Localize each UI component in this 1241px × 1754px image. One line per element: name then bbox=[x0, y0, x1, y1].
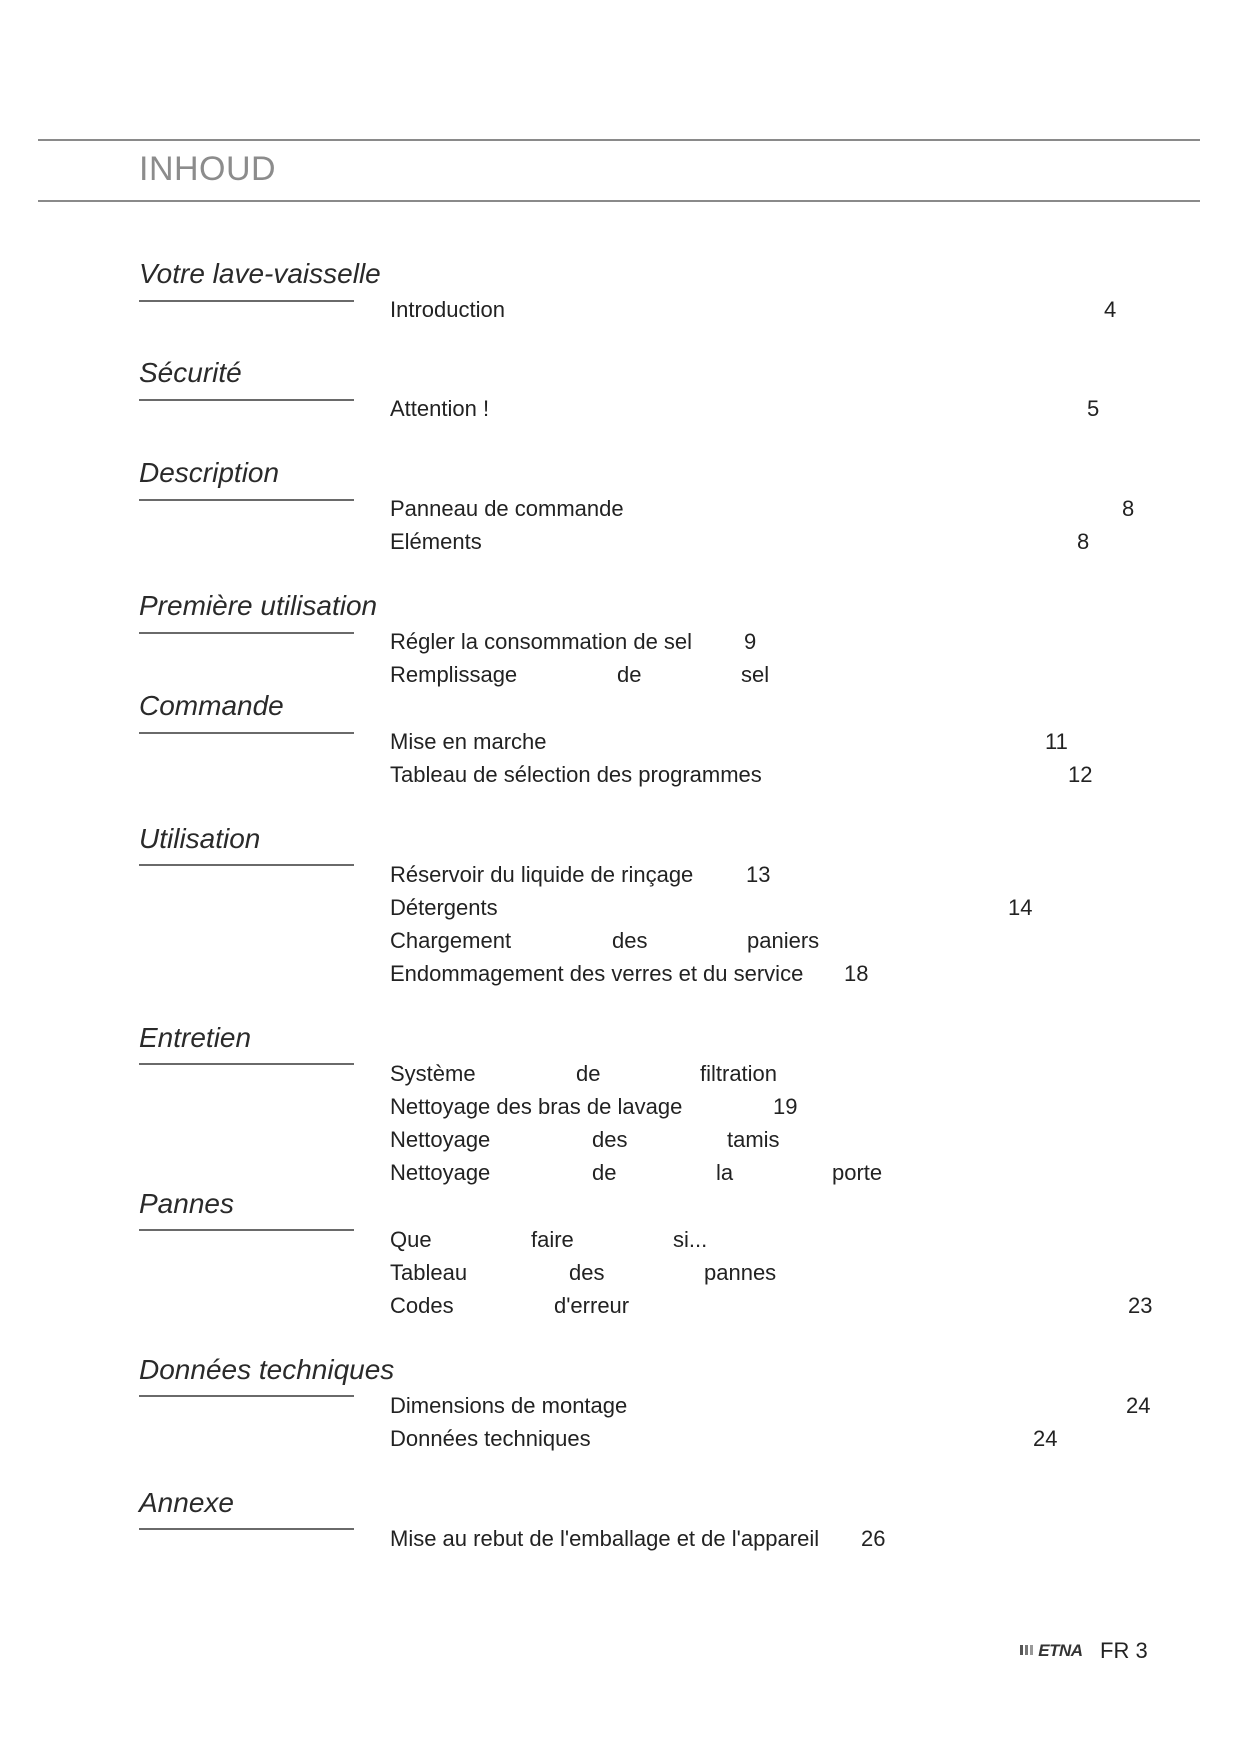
section-title: Première utilisation bbox=[139, 590, 378, 621]
toc-entry-text[interactable]: de bbox=[592, 1160, 617, 1185]
toc-entry-text[interactable]: Nettoyage bbox=[390, 1127, 491, 1152]
header-bottom-rule bbox=[38, 200, 1200, 202]
toc-entry-text[interactable]: Eléments bbox=[390, 529, 482, 554]
section-title: Pannes bbox=[139, 1188, 234, 1219]
toc-entry-text[interactable]: des bbox=[592, 1127, 628, 1152]
section-title: Données techniques bbox=[139, 1354, 395, 1385]
toc-entry-page: 24 bbox=[1033, 1426, 1058, 1451]
toc-entry-text[interactable]: Chargement bbox=[390, 928, 512, 953]
etna-logo bbox=[1020, 1641, 1083, 1661]
toc-entry-text[interactable]: Tableau bbox=[390, 1260, 468, 1285]
section-title: Sécurité bbox=[139, 357, 242, 388]
toc-entry-page: 9 bbox=[744, 629, 757, 654]
toc-entry-text[interactable]: Codes bbox=[390, 1293, 454, 1318]
toc-entry-page: 12 bbox=[1068, 762, 1093, 787]
section-underline bbox=[139, 864, 354, 866]
toc-entry-text[interactable]: Que bbox=[390, 1227, 432, 1252]
toc-entry-text[interactable]: Endommagement des verres et du service bbox=[390, 961, 804, 986]
toc-entry-text[interactable]: Système bbox=[390, 1061, 476, 1086]
section-underline bbox=[139, 1395, 354, 1397]
toc-entry-text[interactable]: Réservoir du liquide de rinçage bbox=[390, 862, 694, 887]
toc-entry-text[interactable]: la bbox=[716, 1160, 734, 1185]
toc-entry-page: 8 bbox=[1077, 529, 1090, 554]
page-number: FR 3 bbox=[1100, 1638, 1148, 1663]
toc-entry-text[interactable]: faire bbox=[531, 1227, 574, 1252]
toc-entry-page: 26 bbox=[861, 1526, 886, 1551]
toc-entry-page: 23 bbox=[1128, 1293, 1153, 1318]
toc-entry-text[interactable]: Nettoyage bbox=[390, 1160, 491, 1185]
toc-entry-text[interactable]: Régler la consommation de sel bbox=[390, 629, 693, 654]
toc-entry-text[interactable]: de bbox=[576, 1061, 601, 1086]
toc-entry-text[interactable]: Tableau de sélection des programmes bbox=[390, 762, 762, 787]
toc-entry-page: 4 bbox=[1104, 297, 1117, 322]
toc-entry-page: 13 bbox=[746, 862, 771, 887]
toc-entry-page: 18 bbox=[844, 961, 869, 986]
section-underline bbox=[139, 632, 354, 634]
toc-entry-text[interactable]: Dimensions de montage bbox=[390, 1393, 628, 1418]
toc-entry-text[interactable]: Attention ! bbox=[390, 396, 490, 421]
toc-entry-text[interactable]: des bbox=[612, 928, 648, 953]
toc-entry-text[interactable]: Remplissage bbox=[390, 662, 518, 687]
toc-entry-text[interactable]: d'erreur bbox=[554, 1293, 630, 1318]
etna-logo-text: ETNA bbox=[1038, 1641, 1083, 1660]
toc-entry-text[interactable]: Introduction bbox=[390, 297, 505, 322]
toc-entry-text[interactable]: Mise au rebut de l'emballage et de l'appareil bbox=[390, 1526, 820, 1551]
toc-entry-text[interactable]: de bbox=[617, 662, 642, 687]
section-title: Description bbox=[139, 457, 280, 488]
section-underline bbox=[139, 1528, 354, 1530]
section-underline bbox=[139, 300, 354, 302]
etna-logo-mark-icon bbox=[1020, 1643, 1034, 1657]
toc-entry-text[interactable]: Détergents bbox=[390, 895, 498, 920]
toc-entry-text[interactable]: Mise en marche bbox=[390, 729, 547, 754]
toc-entry-page: 5 bbox=[1087, 396, 1100, 421]
toc-entry-text[interactable]: tamis bbox=[727, 1127, 780, 1152]
page-title: INHOUD bbox=[139, 150, 277, 188]
toc-entry-text[interactable]: si... bbox=[673, 1227, 708, 1252]
toc-entry-text[interactable]: filtration bbox=[700, 1061, 778, 1086]
toc-entry-page: 8 bbox=[1122, 496, 1135, 521]
toc-entry-text[interactable]: des bbox=[569, 1260, 605, 1285]
section-title: Annexe bbox=[139, 1487, 234, 1518]
header-top-rule bbox=[38, 139, 1200, 141]
toc-entry-text[interactable]: Données techniques bbox=[390, 1426, 591, 1451]
section-underline bbox=[139, 399, 354, 401]
section-underline bbox=[139, 732, 354, 734]
section-underline bbox=[139, 499, 354, 501]
section-underline bbox=[139, 1229, 354, 1231]
section-title: Entretien bbox=[139, 1022, 252, 1053]
section-title: Commande bbox=[139, 690, 284, 721]
section-title: Votre lave-vaisselle bbox=[139, 258, 381, 289]
toc-entry-text[interactable]: Nettoyage des bras de lavage bbox=[390, 1094, 683, 1119]
toc-entry-page: 24 bbox=[1126, 1393, 1151, 1418]
toc-entry-page: 19 bbox=[773, 1094, 798, 1119]
toc-entry-text[interactable]: paniers bbox=[747, 928, 820, 953]
toc-entry-page: 11 bbox=[1045, 729, 1068, 754]
toc-entry-page: 14 bbox=[1008, 895, 1033, 920]
toc-entry-text[interactable]: pannes bbox=[704, 1260, 777, 1285]
toc-entry-text[interactable]: sel bbox=[741, 662, 770, 687]
toc-entry-text[interactable]: porte bbox=[832, 1160, 883, 1185]
section-underline bbox=[139, 1063, 354, 1065]
section-title: Utilisation bbox=[139, 823, 261, 854]
toc-entry-text[interactable]: Panneau de commande bbox=[390, 496, 624, 521]
